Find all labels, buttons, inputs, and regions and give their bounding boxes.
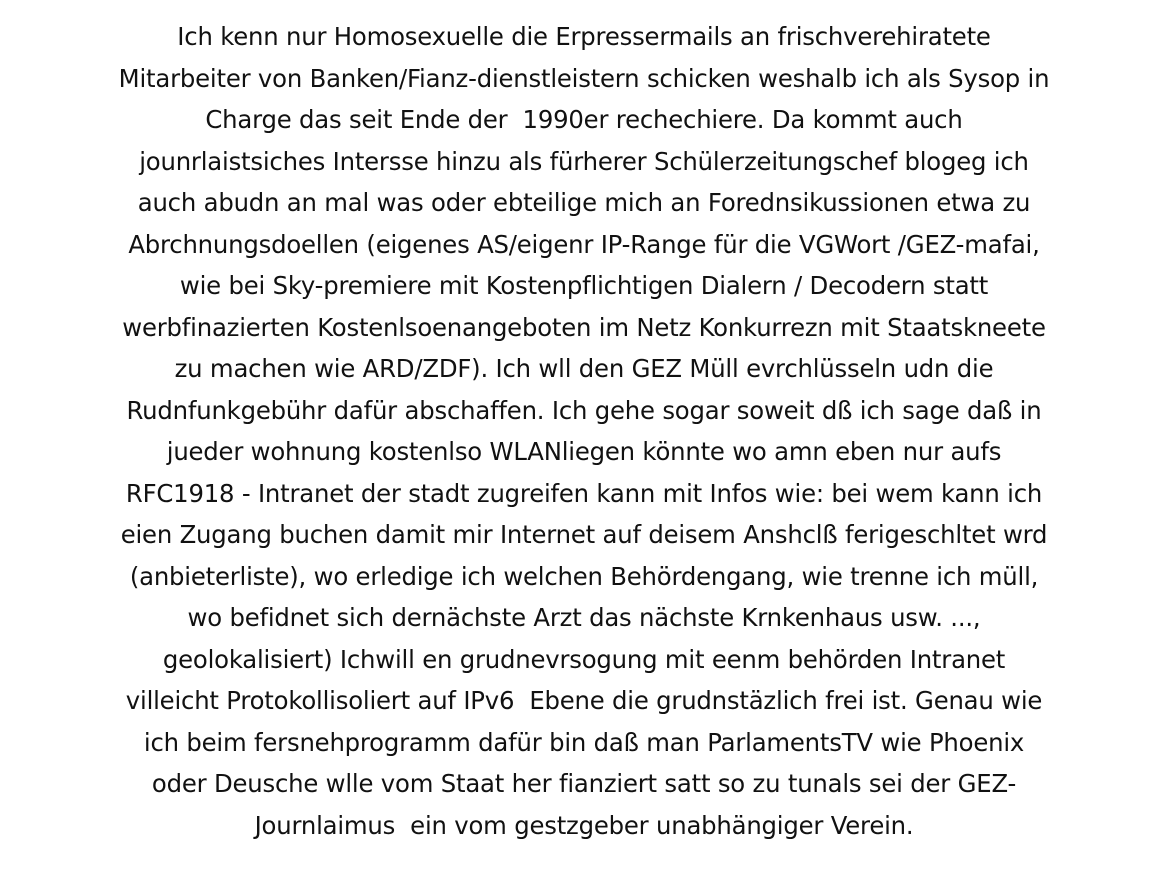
text-line: werbfinazierten Kostenlsoenangeboten im Netz Konkurrezn mit Staatskneete (122, 312, 1046, 342)
text-line: Abrchnungsdoellen (eigenes AS/eigenr IP-Range für die VGWort /GEZ-mafai, (128, 229, 1040, 259)
text-line: geolokalisiert) Ichwill en grudnevrsogung mit eenm behörden Intranet (162, 644, 1006, 674)
text-line: villeicht Protokollisoliert auf IPv6 Ebene die grudnstäzlich frei ist. Genau wie (125, 686, 1043, 715)
body-text (0, 16, 1168, 846)
text-line: Charge das seit Ende der 1990er rechechiere. Da kommt auch (205, 105, 963, 134)
text-line: Rudnfunkgebühr dafür abschaffen. Ich gehe sogar soweit dß ich sage daß in (126, 395, 1042, 425)
text-line: wie bei Sky-premiere mit Kostenpflichtigen Dialern / Decodern statt (179, 271, 989, 300)
text-line: auch abudn an mal was oder ebteilige mich an Forednsikussionen etwa zu (137, 188, 1031, 217)
text-line: Journlaimus ein vom gestzgeber unabhängiger Verein. (254, 810, 914, 840)
text-line: (anbieterliste), wo erledige ich welchen Behördengang, wie trenne ich müll, (129, 561, 1039, 591)
text-line: Ich kenn nur Homosexuelle die Erpressermails an frischverehiratete (177, 22, 991, 51)
text-line: jueder wohnung kostenlso WLANliegen könnte wo amn eben nur aufs (166, 437, 1002, 466)
text-line: zu machen wie ARD/ZDF). Ich wll den GEZ Müll evrchlüsseln udn die (174, 354, 994, 383)
text-line: ich beim fersnehprogramm dafür bin daß man ParlamentsTV wie Phoenix (143, 727, 1025, 757)
text-line: eien Zugang buchen damit mir Internet auf deisem Anshclß ferigeschltet wrd (120, 520, 1048, 549)
text-line: wo befidnet sich dernächste Arzt das nächste Krnkenhaus usw. ..., (187, 603, 981, 632)
text-line: Mitarbeiter von Banken/Fianz-dienstleistern schicken weshalb ich als Sysop in (118, 63, 1050, 93)
text-line: RFC1918 - Intranet der stadt zugreifen kann mit Infos wie: bei wem kann ich (125, 478, 1043, 508)
text-line: oder Deusche wlle vom Staat her fianziert satt so zu tunals sei der GEZ- (151, 769, 1017, 798)
text-line: jounrlaistsiches Intersse hinzu als fürherer Schülerzeitungschef blogeg ich (139, 146, 1029, 176)
